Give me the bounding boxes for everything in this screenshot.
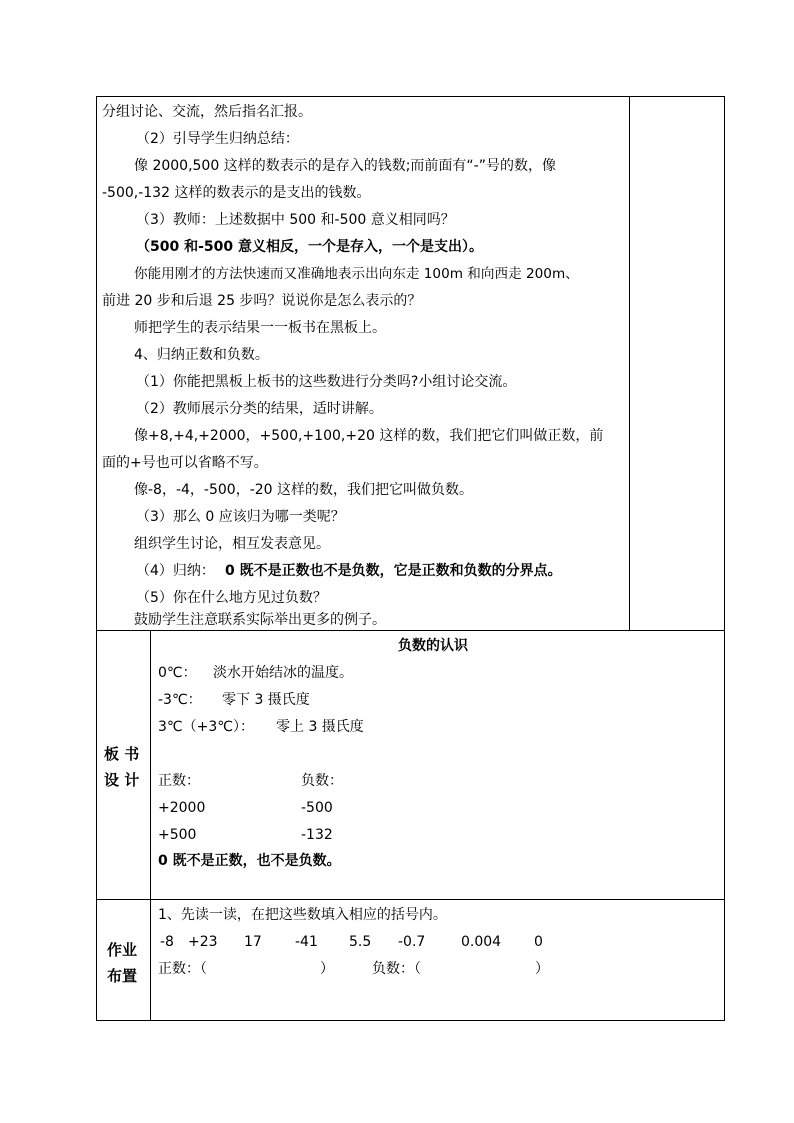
- homework-number: 0.004: [461, 934, 502, 950]
- negative-header: 负数：: [301, 773, 343, 789]
- text-line: 像-8，-4，-500，-20 这样的数，我们把它叫做负数。: [134, 482, 474, 498]
- homework-number: 5.5: [349, 934, 372, 950]
- negative-blank-label: 负数：（: [372, 961, 421, 977]
- board-row3-term: 3℃（+3℃）：: [158, 719, 254, 735]
- text-line: （3）教师：上述数据中 500 和-500 意义相同吗？: [136, 212, 455, 228]
- text-line: 像+8,+4,+2000，+500,+100,+20 这样的数，我们把它们叫做正数，前: [134, 428, 604, 444]
- row-divider-board: [96, 630, 725, 631]
- text-line: 鼓励学生注意联系实际举出更多的例子。: [134, 612, 386, 628]
- text-line-bold: （500 和-500 意义相反，一个是存入，一个是支出）。: [136, 239, 484, 255]
- text-line: 4、归纳正数和负数。: [134, 347, 269, 363]
- board-row1-desc: 淡水开始结冰的温度。: [213, 665, 353, 681]
- board-row1-term: 0℃：: [158, 665, 197, 681]
- row-divider-homework: [96, 899, 725, 900]
- positive-header: 正数：: [158, 773, 200, 789]
- text-line: 分组讨论、交流，然后指名汇报。: [102, 104, 312, 120]
- homework-label-line1: 作业: [107, 941, 138, 959]
- notes-cell: [630, 97, 724, 630]
- positive-blank-close: ）: [320, 961, 334, 977]
- negative-value: -132: [301, 827, 333, 843]
- table-left-border: [96, 96, 97, 1021]
- homework-number: 17: [244, 934, 262, 950]
- text-line: （2）引导学生归纳总结：: [136, 131, 299, 147]
- board-conclusion: 0 既不是正数，也不是负数。: [158, 853, 341, 869]
- text-line: 师把学生的表示结果一一板书在黑板上。: [134, 320, 386, 336]
- label-column-divider: [150, 630, 151, 1021]
- text-line: （3）那么 0 应该归为哪一类呢？: [136, 509, 345, 525]
- text-line: 组织学生讨论，相互发表意见。: [134, 536, 330, 552]
- homework-task: 1、先读一读，在把这些数填入相应的括号内。: [158, 907, 447, 923]
- positive-value: +2000: [158, 800, 206, 816]
- positive-blank-label: 正数：（: [158, 961, 207, 977]
- positive-value: +500: [158, 827, 197, 843]
- table-right-border: [724, 96, 725, 1021]
- text-line: -500,-132 这样的数表示的是支出的钱数。: [102, 185, 371, 201]
- homework-number: -0.7: [398, 934, 426, 950]
- homework-label-line2: 布置: [107, 967, 138, 985]
- text-line: 像 2000,500 这样的数表示的是存入的钱数;而前面有“-”号的数，像: [134, 158, 556, 174]
- text-line: （5）你在什么地方见过负数？: [136, 590, 327, 606]
- board-row3-desc: 零上 3 摄氏度: [276, 719, 364, 735]
- negative-value: -500: [301, 800, 333, 816]
- text-line: （2）教师展示分类的结果，适时讲解。: [136, 401, 383, 417]
- text-line: 你能用刚才的方法快速而又准确地表示出向东走 100m 和向西走 200m、: [134, 266, 579, 282]
- table-bottom-border: [96, 1020, 725, 1021]
- board-design-label-line1: 板 书: [104, 745, 140, 763]
- homework-number: +23: [188, 934, 218, 950]
- board-row2-desc: 零下 3 摄氏度: [222, 692, 310, 708]
- text-line: （1）你能把黑板上板书的这些数进行分类吗?小组讨论交流。: [136, 374, 517, 390]
- text-line: 前进 20 步和后退 25 步吗？说说你是怎么表示的？: [102, 293, 422, 309]
- text-line: （4）归纳：: [136, 563, 215, 579]
- negative-blank-close: ）: [535, 961, 549, 977]
- text-line: 面的+号也可以省略不写。: [102, 455, 268, 471]
- board-row2-term: -3℃：: [158, 692, 202, 708]
- board-title: 负数的认识: [398, 638, 468, 654]
- homework-number: -8: [160, 934, 174, 950]
- text-line-bold: 0 既不是正数也不是负数，它是正数和负数的分界点。: [225, 563, 562, 579]
- board-design-label-line2: 设 计: [104, 771, 140, 789]
- homework-number: 0: [534, 934, 543, 950]
- homework-number: -41: [295, 934, 318, 950]
